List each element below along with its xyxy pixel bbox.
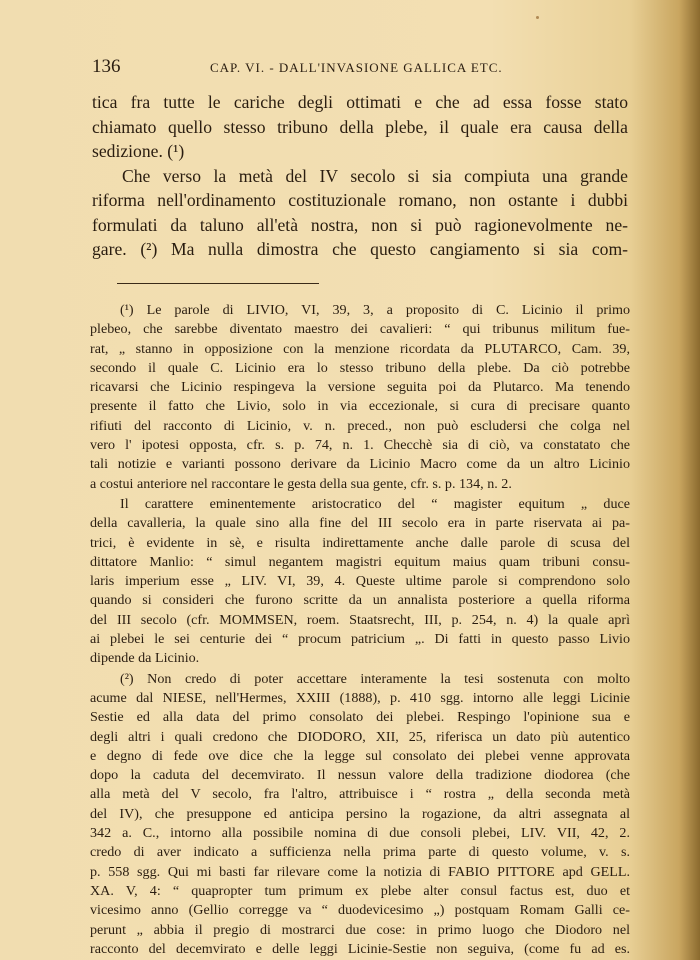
paper-spot — [536, 16, 539, 19]
footnote-2 — [90, 670, 630, 959]
footnote-line: presente il fatto che Livio, solo in via eccezionale, si cura di precisare quanto — [90, 398, 630, 415]
footnote-line: alla metà del V secolo, fra l'altro, attribuisce i “ rostra „ della seconda metà — [90, 786, 630, 803]
footnote-line: ricavarsi che Licinio respingeva la versione seguita poi da Plutarco. Ma tenendo — [90, 379, 630, 396]
footnote-line: plebeo, che sarebbe diventato maestro dei cavalieri: “ qui tribunus militum fue- — [90, 321, 630, 338]
footnote-line: degli altri i quali credono che DIODORO, XII, 25, riferisca un dato più autentico — [90, 728, 630, 745]
footnote-line: Sestie ed alla data del primo consolato dei plebei. Respingo l'opinione sua e — [90, 709, 630, 726]
text-line: chiamato quello stesso tribuno della plebe, il quale era causa della — [92, 116, 628, 137]
footnote-line: e degno di fede ove dice che la legge sul consolato dei plebei venne approvata — [90, 747, 630, 764]
footnote-line: dipende da Licinio. — [90, 650, 200, 667]
footnote-line: rat, „ stanno in opposizione con la menzione ricordata da PLUTARCO, Cam. 39, — [90, 340, 630, 357]
footnote-line: trici, è evidente in sè, e risulta indirettamente anche dalle parole di scusa del — [90, 534, 630, 551]
footnote-line: (¹) Le parole di LIVIO, VI, 39, 3, a proposito di C. Licinio il primo — [120, 302, 630, 318]
footnote-line: dittatore Manlio: “ simul negantem magistri equitum maius quam tribuni consu- — [90, 553, 630, 570]
page-number: 136 — [92, 56, 121, 77]
footnote-line: della cavalleria, la quale sino alla fine del III secolo era in parte riservata ai pa- — [90, 515, 630, 532]
footnote-line: vero l' ipotesi opposta, cfr. s. p. 74, n. 1. Checchè sia di ciò, va constatato che — [90, 437, 630, 454]
footnote-line: acume dal NIESE, nell'Hermes, XXIII (1888), p. 410 sgg. intorno alle leggi Licinie — [90, 689, 630, 706]
footnote-line: rifiuti del racconto di Licinio, v. n. preced., non può escludersi che colga nel — [90, 417, 630, 434]
footnote-line: laris imperium esse „ LIV. VI, 39, 4. Queste ultime parole si comprendono solo — [90, 573, 630, 590]
footnote-line: dopo la caduta del decemvirato. Il nessun valore della tradizione diodorea (che — [90, 767, 630, 784]
footnote-line: (²) Non credo di poter accettare interamente la tesi sostenuta con molto — [120, 670, 630, 687]
footnote-line: Il carattere eminentemente aristocratico del “ magister equitum „ duce — [120, 495, 630, 512]
footnote-line: a costui anteriore nel raccontare le gesta della sua gente, cfr. s. p. 134, n. 2. — [90, 475, 512, 492]
footnote-line: secondo il quale C. Licinio era lo stesso tribuno della plebe. Da ciò potrebbe — [90, 359, 630, 376]
footnote-line: racconto del decemvirato e delle leggi Licinie-Sestie non seguiva, (come fu ad es. — [90, 940, 630, 957]
footnotes — [90, 301, 630, 959]
footnote-1 — [90, 301, 630, 494]
running-head: CAP. VI. - DALL'INVASIONE GALLICA ETC. — [210, 60, 503, 75]
text-line: tica fra tutte le cariche degli ottimati e che ad essa fosse stato — [92, 92, 628, 112]
footnote-line: tali notizie e varianti possono derivare da Licinio Macro come da un altro Licinio — [90, 456, 630, 473]
footnote-line: credo di aver indicato a sufficienza nella prima parte di questo volume, v. s. — [90, 844, 630, 861]
footnote-line: del III secolo (cfr. MOMMSEN, roem. Staatsrecht, III, p. 254, n. 4) la quale aprì — [90, 611, 630, 628]
footnote-rule — [117, 283, 319, 284]
footnote-line: del IV), che presuppone ed anticipa persino la rogazione, da altri assegnata al — [90, 805, 630, 822]
text-line: sedizione. (¹) — [92, 141, 185, 161]
text-line: riforma nell'ordinamento costituzionale romano, non ostante i dubbi — [92, 190, 628, 210]
footnote-line: perunt „ abbia il pregio di mostrarci due cose: in primo luogo che Diodoro nel — [90, 921, 630, 938]
page-header — [92, 56, 628, 80]
footnote-line: quando si consideri che furono scritte da un annalista posteriore a quella riforma — [90, 592, 630, 609]
footnote-line: 342 a. C., intorno alla possibile nomina di due consoli plebei, LIV. VII, 42, 2. — [90, 825, 630, 842]
footnote-1-continued — [90, 495, 630, 669]
footnote-line: p. 558 sgg. Qui mi basti far rilevare come la notizia di FABIO PITTORE apd GELL. — [90, 863, 630, 880]
text-line: gare. (²) Ma nulla dimostra che questo cangiamento si sia com- — [92, 239, 628, 259]
text-line: formulati da taluno all'età nostra, non si può ragionevolmente ne- — [92, 214, 628, 235]
text-line: Che verso la metà del IV secolo si sia compiuta una grande — [122, 165, 628, 186]
footnote-line: XA. V, 4: “ quapropter tum primum ex plebe alter consul factus est, duo et — [90, 882, 630, 899]
footnote-line: ai plebei le sei centurie dei “ procum patricium „. Di fatti in questo passo Livio — [90, 631, 630, 648]
main-text — [92, 90, 628, 262]
footnote-line: vicesimo anno (Gellio corregge va “ duodevicesimo „) postquam Romam Galli ce- — [90, 902, 630, 919]
